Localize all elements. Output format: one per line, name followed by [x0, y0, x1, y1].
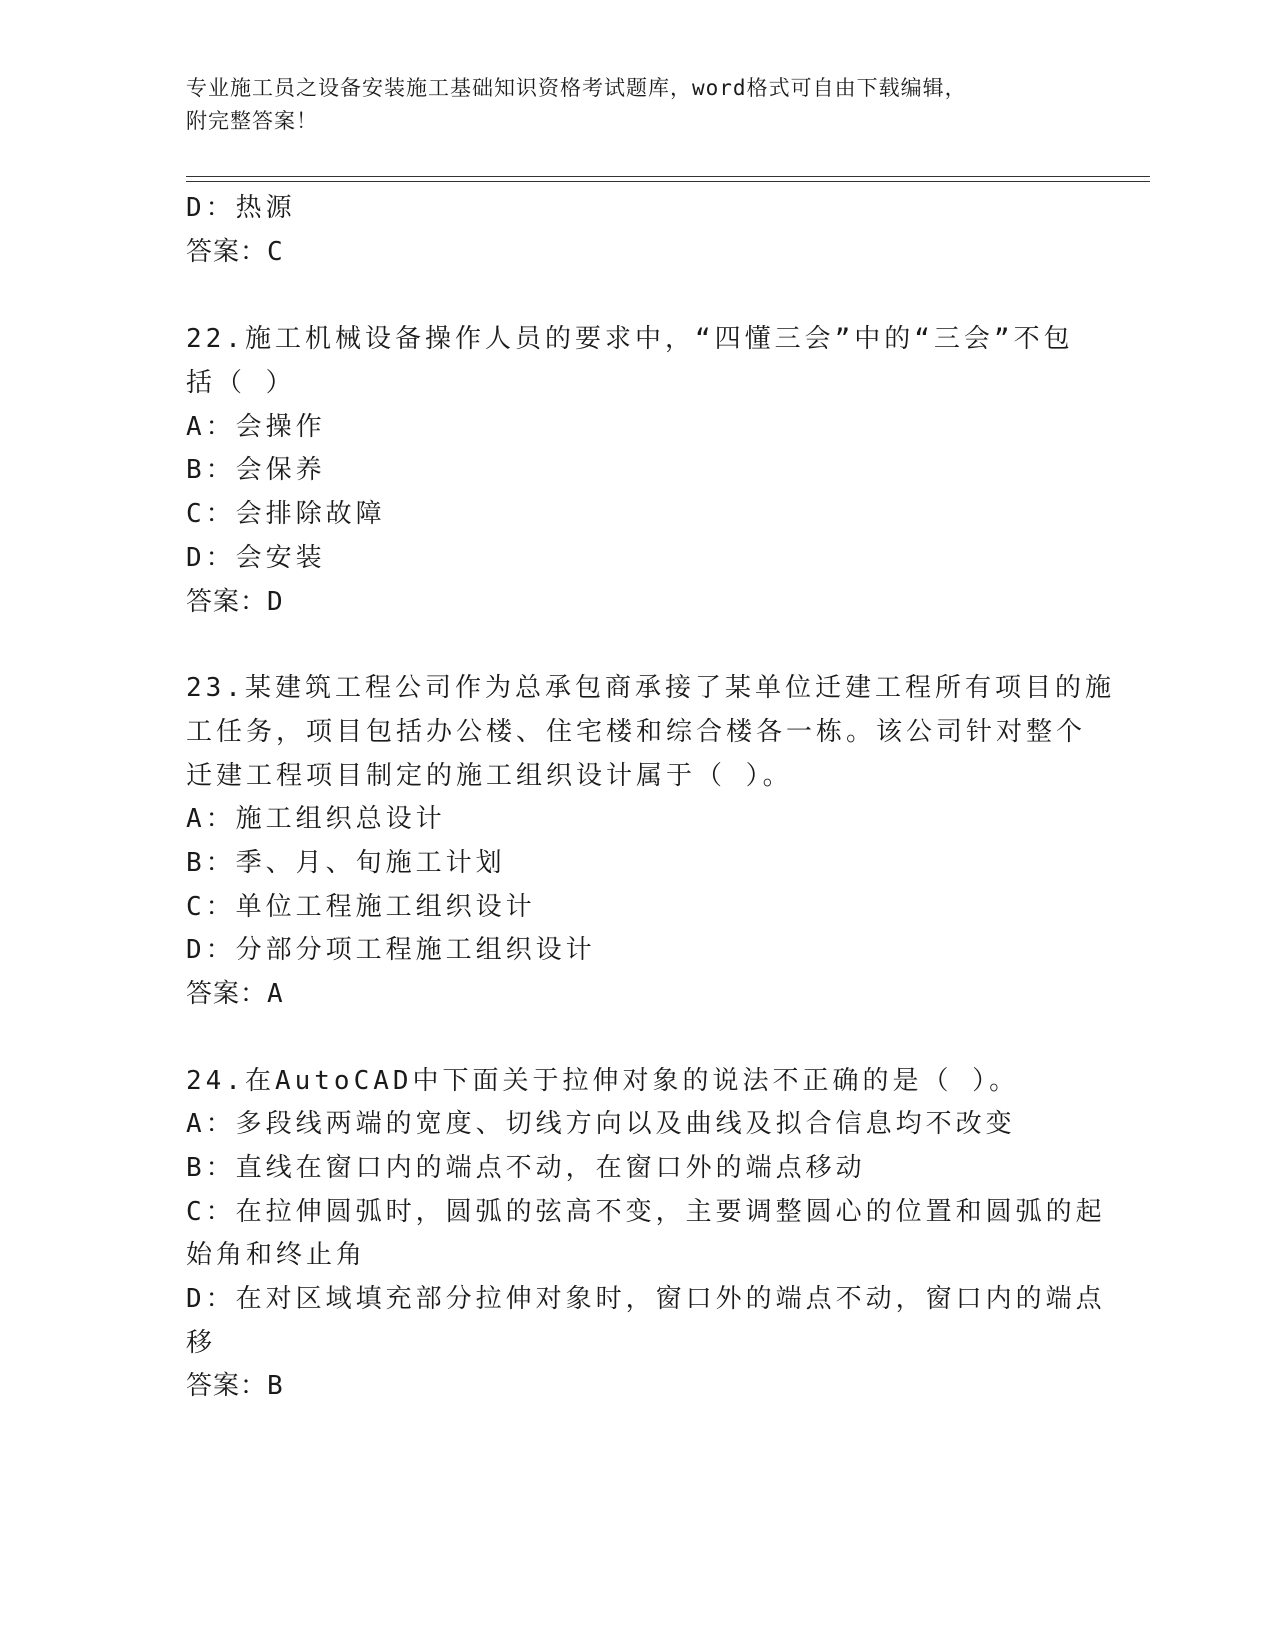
q24-option-d-line-1: D：在对区域填充部分拉伸对象时，窗口外的端点不动，窗口内的端点: [186, 1284, 1106, 1314]
q22-answer: 答案：D: [186, 587, 284, 617]
q22-option-b: B：会保养: [186, 455, 326, 485]
q23-option-b: B：季、月、旬施工计划: [186, 848, 506, 878]
q23-stem-line-2: 工任务，项目包括办公楼、住宅楼和综合楼各一栋。该公司针对整个: [186, 717, 1087, 747]
q23-option-c: C：单位工程施工组织设计: [186, 892, 536, 922]
q21-option-d: D：热源: [186, 193, 296, 223]
q22-option-c: C：会排除故障: [186, 499, 386, 529]
q24-option-a: A：多段线两端的宽度、切线方向以及曲线及拟合信息均不改变: [186, 1109, 1016, 1139]
q23-answer: 答案：A: [186, 979, 284, 1009]
q22-option-d: D：会安装: [186, 543, 326, 573]
q24-option-c-line-1: C：在拉伸圆弧时，圆弧的弦高不变，主要调整圆心的位置和圆弧的起: [186, 1197, 1106, 1227]
q24-option-c-line-2: 始角和终止角: [186, 1240, 367, 1270]
q22-option-a: A：会操作: [186, 412, 326, 442]
q23-stem-line-1: 23.某建筑工程公司作为总承包商承接了某单位迁建工程所有项目的施: [186, 673, 1115, 703]
q24-answer: 答案：B: [186, 1371, 284, 1401]
q23-stem-line-3: 迁建工程项目制定的施工组织设计属于（ ）。: [186, 761, 793, 791]
q22-stem-line-1: 22.施工机械设备操作人员的要求中，“四懂三会”中的“三会”不包: [186, 324, 1074, 354]
q24-option-b: B：直线在窗口内的端点不动，在窗口外的端点移动: [186, 1153, 866, 1183]
q22-stem-line-2: 括（ ）: [186, 368, 296, 398]
header-rule-bottom: [186, 181, 1150, 182]
q24-option-d-line-2: 移: [186, 1328, 217, 1358]
header-line-2: 附完整答案！: [186, 109, 318, 133]
q24-stem-line-1: 24.在AutoCAD中下面关于拉伸对象的说法不正确的是（ ）。: [186, 1066, 1020, 1096]
page-header: [186, 72, 1086, 138]
q21-answer: 答案：C: [186, 237, 284, 267]
q23-option-a: A：施工组织总设计: [186, 804, 446, 834]
header-rule-top: [186, 176, 1150, 177]
q23-option-d: D：分部分项工程施工组织设计: [186, 935, 596, 965]
header-line-1: 专业施工员之设备安装施工基础知识资格考试题库，word格式可自由下载编辑，: [186, 76, 967, 100]
